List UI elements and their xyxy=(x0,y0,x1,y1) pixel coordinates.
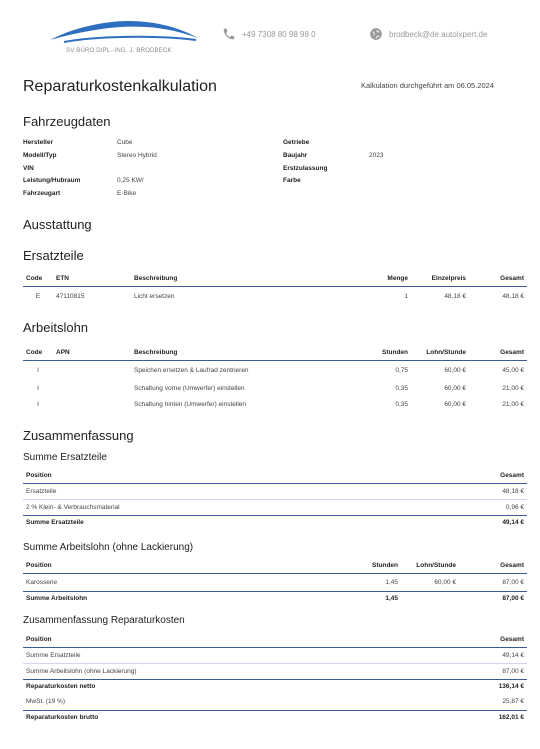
cell-hours: 1,45 xyxy=(341,591,401,606)
vehicle-value: 2023 xyxy=(369,151,384,159)
summary-labor-heading: Summe Arbeitslohn (ohne Lackierung) xyxy=(23,542,194,553)
column-header: Position xyxy=(23,469,447,483)
cell-hours: 0,35 xyxy=(395,400,408,408)
column-header: Code xyxy=(23,272,53,286)
cell-etn: 47110815 xyxy=(56,292,85,300)
cell-hours: 1,45 xyxy=(385,578,398,586)
column-header: Gesamt xyxy=(447,633,527,647)
cell-rate xyxy=(401,591,459,606)
column-header: Position xyxy=(23,559,341,573)
column-header: Gesamt xyxy=(469,272,527,286)
vehicle-label: Modell/Typ xyxy=(23,151,57,159)
summary-repair-heading: Zusammenfassung Reparaturkosten xyxy=(23,615,185,626)
column-header: Einzelpreis xyxy=(411,272,469,286)
column-header: APN xyxy=(53,346,131,360)
column-header: ETN xyxy=(53,272,131,286)
vehicle-label: VIN xyxy=(23,164,34,172)
cell-position: Summe Arbeitslohn xyxy=(23,591,341,606)
email-address: brodbeck@de.autoixpert.de xyxy=(389,29,488,39)
table-header-row xyxy=(23,469,527,483)
vehicle-row xyxy=(23,177,503,190)
equipment-heading: Ausstattung xyxy=(23,217,92,232)
cell-description: Schaltung vorne (Umwerfer) einstellen xyxy=(134,384,245,392)
cell-code: E xyxy=(35,292,41,300)
table-header-row xyxy=(23,559,527,573)
cell-total: 87,00 € xyxy=(502,578,524,586)
cell-position: Summe Arbeitslohn (ohne Lackierung) xyxy=(26,667,137,675)
cell-position: Reparaturkosten netto xyxy=(23,679,447,694)
table-row xyxy=(23,663,527,679)
cell-total: 45,00 € xyxy=(502,366,524,374)
column-header: Gesamt xyxy=(459,559,527,573)
cell-description: Speichen ersetzen & Laufrad zentrieren xyxy=(134,366,249,374)
table-row xyxy=(23,380,527,396)
total-row xyxy=(23,591,527,606)
cell-apn xyxy=(53,360,131,380)
cell-quantity: 1 xyxy=(404,292,408,300)
cell-unit-price: 48,18 € xyxy=(444,292,466,300)
table-header-row xyxy=(23,272,527,286)
vehicle-label: Getriebe xyxy=(283,139,310,146)
cell-total: 136,14 € xyxy=(447,679,527,694)
vehicle-value: Cube xyxy=(117,139,133,146)
column-header: Gesamt xyxy=(469,346,527,360)
vehicle-heading: Fahrzeugdaten xyxy=(23,114,111,129)
table-header-row xyxy=(23,346,527,360)
table-row xyxy=(23,483,527,499)
summary-parts-table xyxy=(23,469,527,530)
vehicle-row xyxy=(23,152,503,165)
cell-position: Ersatzteile xyxy=(23,483,447,499)
summary-labor-table xyxy=(23,559,527,606)
cell-position: Reparaturkosten brutto xyxy=(23,710,447,725)
total-row xyxy=(23,515,527,530)
summary-repair-table xyxy=(23,633,527,725)
parts-heading: Ersatzteile xyxy=(23,248,84,263)
vehicle-value: Stereo Hybrid xyxy=(117,151,157,159)
table-row xyxy=(23,647,527,663)
cell-total: 21,00 € xyxy=(502,400,524,408)
table-row xyxy=(23,360,527,380)
column-header: Stunden xyxy=(351,346,411,360)
gross-total-row xyxy=(23,710,527,725)
column-header: Lohn/Stunde xyxy=(401,559,459,573)
document-title: Reparaturkostenkalkulation xyxy=(23,78,217,95)
column-header: Beschreibung xyxy=(131,346,351,360)
vehicle-row xyxy=(23,190,503,203)
cell-apn xyxy=(53,396,131,412)
table-row xyxy=(23,499,527,515)
cell-rate: 60,00 € xyxy=(444,400,466,408)
cell-description: Schaltung hinten (Umwerfer) einstellen xyxy=(134,400,246,408)
cell-code: I xyxy=(37,384,39,392)
cell-position: 2 % Klein- & Verbrauchsmaterial xyxy=(26,503,120,511)
cell-code: I xyxy=(37,400,39,408)
vehicle-label: Farbe xyxy=(283,177,301,185)
cell-position: MwSt. (19 %) xyxy=(26,698,66,706)
cell-total: 48,18 € xyxy=(447,483,527,499)
phone-contact[interactable] xyxy=(222,27,316,41)
cell-rate: 60,00 € xyxy=(434,578,456,586)
cell-total: 87,00 € xyxy=(459,591,527,606)
cell-rate: 60,00 € xyxy=(444,384,466,392)
cell-code: I xyxy=(37,366,39,374)
summary-parts-heading: Summe Ersatzteile xyxy=(23,452,107,463)
cell-total: 87,00 € xyxy=(502,667,524,675)
vehicle-value: E-Bike xyxy=(117,190,137,198)
cell-description: Licht ersetzen xyxy=(134,292,175,300)
calculation-date: Kalkulation durchgeführt am 06.05.2024 xyxy=(360,81,494,90)
table-row xyxy=(23,286,527,306)
cell-total: 49,14 € xyxy=(447,515,527,530)
column-header: Position xyxy=(23,633,447,647)
page-header xyxy=(0,0,540,64)
cell-total: 48,18 € xyxy=(502,292,524,300)
column-header: Menge xyxy=(351,272,411,286)
table-row xyxy=(23,396,527,412)
vehicle-label: Fahrzeugart xyxy=(23,190,61,198)
email-contact[interactable] xyxy=(369,27,487,41)
parts-table xyxy=(23,272,527,306)
column-header: Gesamt xyxy=(447,469,527,483)
cell-position: Karosserie xyxy=(26,578,58,586)
vehicle-label: Hersteller xyxy=(23,139,53,146)
labor-table xyxy=(23,346,527,412)
phone-icon xyxy=(222,27,236,41)
globe-icon xyxy=(369,27,383,41)
column-header: Stunden xyxy=(341,559,401,573)
net-total-row xyxy=(23,679,527,694)
vehicle-data xyxy=(23,139,503,203)
cell-hours: 0,75 xyxy=(395,366,408,374)
cell-total: 25,87 € xyxy=(502,698,524,706)
cell-hours: 0,35 xyxy=(395,384,408,392)
vehicle-row xyxy=(23,139,503,152)
vat-row xyxy=(23,694,527,710)
cell-total: 162,01 € xyxy=(447,710,527,725)
column-header: Code xyxy=(23,346,53,360)
column-header: Lohn/Stunde xyxy=(411,346,469,360)
cell-position: Summe Ersatzteile xyxy=(23,647,447,663)
table-row xyxy=(23,573,527,591)
logo-text: SV BÜRO DIPL.-ING. J. BRODBECK xyxy=(66,48,172,54)
vehicle-label: Leistung/Hubraum xyxy=(23,177,81,185)
summary-heading: Zusammenfassung xyxy=(23,428,134,443)
company-logo xyxy=(46,16,206,60)
vehicle-label: Baujahr xyxy=(283,151,308,159)
phone-number: +49 7308 80 98 98 0 xyxy=(242,29,316,39)
vehicle-label: Erstzulassung xyxy=(283,164,328,172)
cell-total: 21,00 € xyxy=(502,384,524,392)
cell-position: Summe Ersatzteile xyxy=(23,515,447,530)
vehicle-value: 0,25 KW/ xyxy=(117,177,144,185)
cell-total: 49,14 € xyxy=(447,647,527,663)
table-header-row xyxy=(23,633,527,647)
vehicle-row xyxy=(23,165,503,178)
cell-rate: 60,00 € xyxy=(444,366,466,374)
car-swoosh-icon xyxy=(46,16,206,48)
cell-total: 0,96 € xyxy=(505,503,524,511)
column-header: Beschreibung xyxy=(131,272,351,286)
labor-heading: Arbeitslohn xyxy=(23,320,89,335)
cell-apn xyxy=(53,380,131,396)
